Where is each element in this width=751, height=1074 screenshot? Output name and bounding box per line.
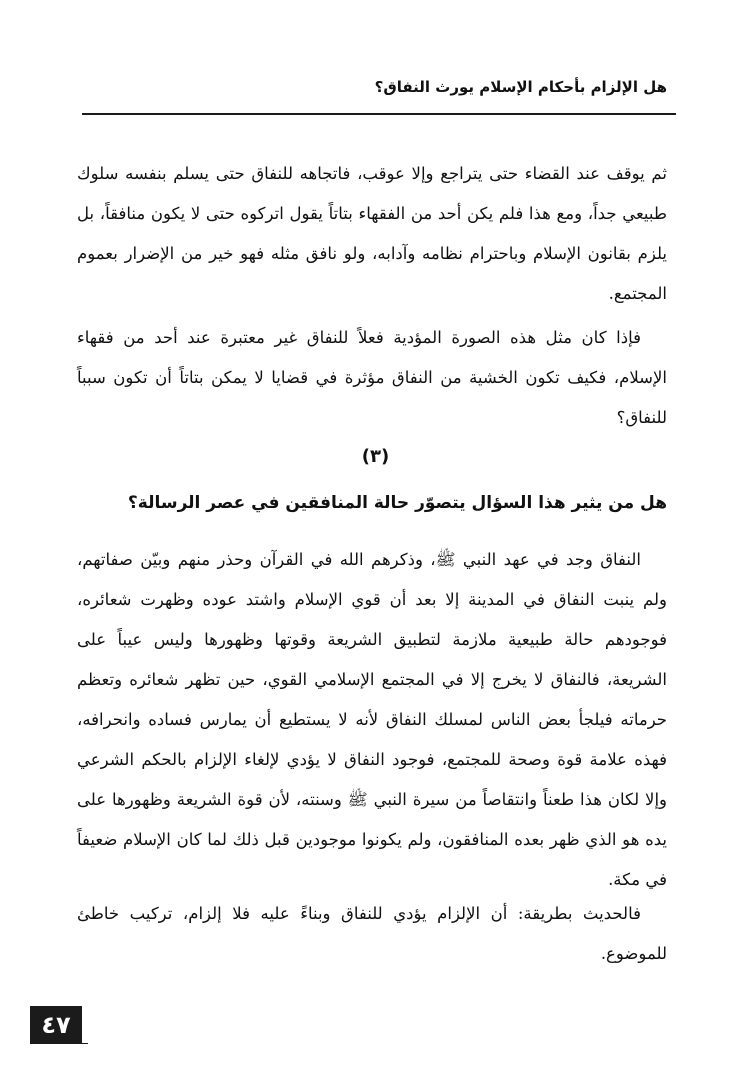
page-number-underline <box>30 1043 88 1044</box>
paragraph: النفاق وجد في عهد النبي ﷺ، وذكرهم الله في القرآن وحذر منهم وبيّن صفاتهم، ولم ينبت النفاق في المدينة إلا بعد أن قوي الإسلام واشتد عوده وظهرت شعائره، فوجودهم حالة طبيعية ملازمة لتطبيق الشريعة وقوتها وظهورها وليس عيباً على الشريعة، فالنفاق لا يخرج إلا في المجتمع الإسلامي القوي، حين تظهر شعائره وتعظم حرماته فيلجأ بعض الناس لمسلك النفاق لأنه لا يستطيع أن يمارس فساده وانحرافه، فهذه علامة قوة وصحة للمجتمع، فوجود النفاق لا يؤدي لإلغاء الإلزام بالحكم الشرعي وإلا لكان هذا طعناً وانتقاصاً من سيرة النبي ﷺ وسنته، لأن قوة الشريعة وظهورها على يده هو الذي ظهر بعده المنافقون، ولم يكونوا موجودين قبل ذلك لما كان الإسلام ضعيفاً في مكة. <box>77 550 667 889</box>
running-header: هل الإلزام بأحكام الإسلام يورث النفاق؟ <box>374 78 667 96</box>
paragraph: ثم يوقف عند القضاء حتى يتراجع وإلا عوقب، فاتجاهه للنفاق حتى يسلم بنفسه سلوك طبيعي جداً، ومع هذا فلم يكن أحد من الفقهاء بتاتاً يقول اتركوه حتى لا يكون منافقاً، بل يلزم بقانون الإسلام وباحترام نظامه وآدابه، ولو نافق مثله فهو خير من الإضرار بعموم المجتمع. <box>77 164 667 303</box>
paragraph: فإذا كان مثل هذه الصورة المؤدية فعلاً للنفاق غير معتبرة عند أحد من فقهاء الإسلام، فكيف تكون الخشية من النفاق مؤثرة في قضايا لا يمكن بتاتاً أن تكون سبباً للنفاق؟ <box>77 328 667 427</box>
section-title: هل من يثير هذا السؤال يتصوّر حالة المنافقين في عصر الرسالة؟ <box>127 493 667 513</box>
section-number: (٣) <box>361 446 390 467</box>
page-number: ٤٧ <box>30 1006 82 1044</box>
header-rule <box>82 113 676 115</box>
paragraph: فالحديث بطريقة: أن الإلزام يؤدي للنفاق وبناءً عليه فلا إلزام، تركيب خاطئ للموضوع. <box>77 904 667 963</box>
